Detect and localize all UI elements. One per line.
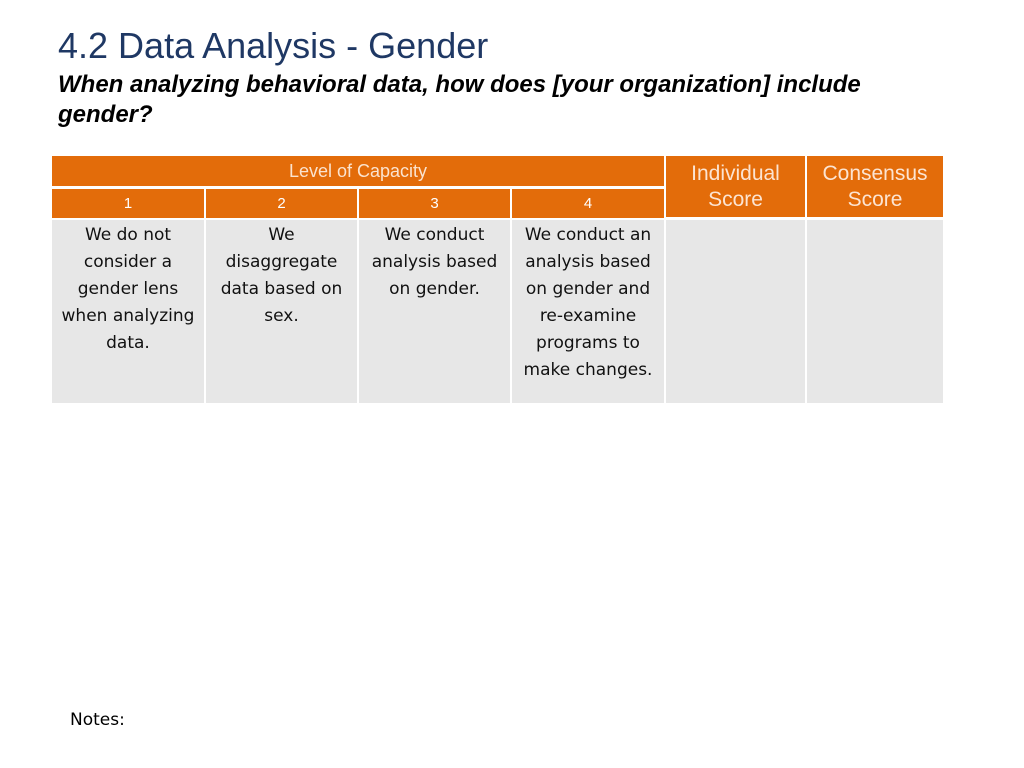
- level-2-description: We disaggregate data based on sex.: [206, 220, 357, 403]
- level-of-capacity-header: Level of Capacity: [52, 156, 664, 186]
- slide-title: 4.2 Data Analysis - Gender: [58, 25, 489, 66]
- level-3-header: 3: [359, 189, 510, 218]
- individual-score-cell[interactable]: [666, 220, 805, 403]
- slide-question: When analyzing behavioral data, how does [your organization] include gender?: [58, 71, 861, 128]
- individual-score-header: Individual Score: [666, 156, 805, 217]
- level-4-header: 4: [512, 189, 664, 218]
- level-2-header: 2: [206, 189, 357, 218]
- level-1-description: We do not consider a gender lens when analyzing data.: [52, 220, 204, 403]
- level-3-description: We conduct analysis based on gender.: [359, 220, 510, 403]
- notes-label: Notes:: [70, 710, 125, 730]
- consensus-score-header: Consensus Score: [807, 156, 943, 217]
- level-4-description: We conduct an analysis based on gender and re-examine programs to make changes.: [512, 220, 664, 403]
- consensus-score-cell[interactable]: [807, 220, 943, 403]
- level-1-header: 1: [52, 189, 204, 218]
